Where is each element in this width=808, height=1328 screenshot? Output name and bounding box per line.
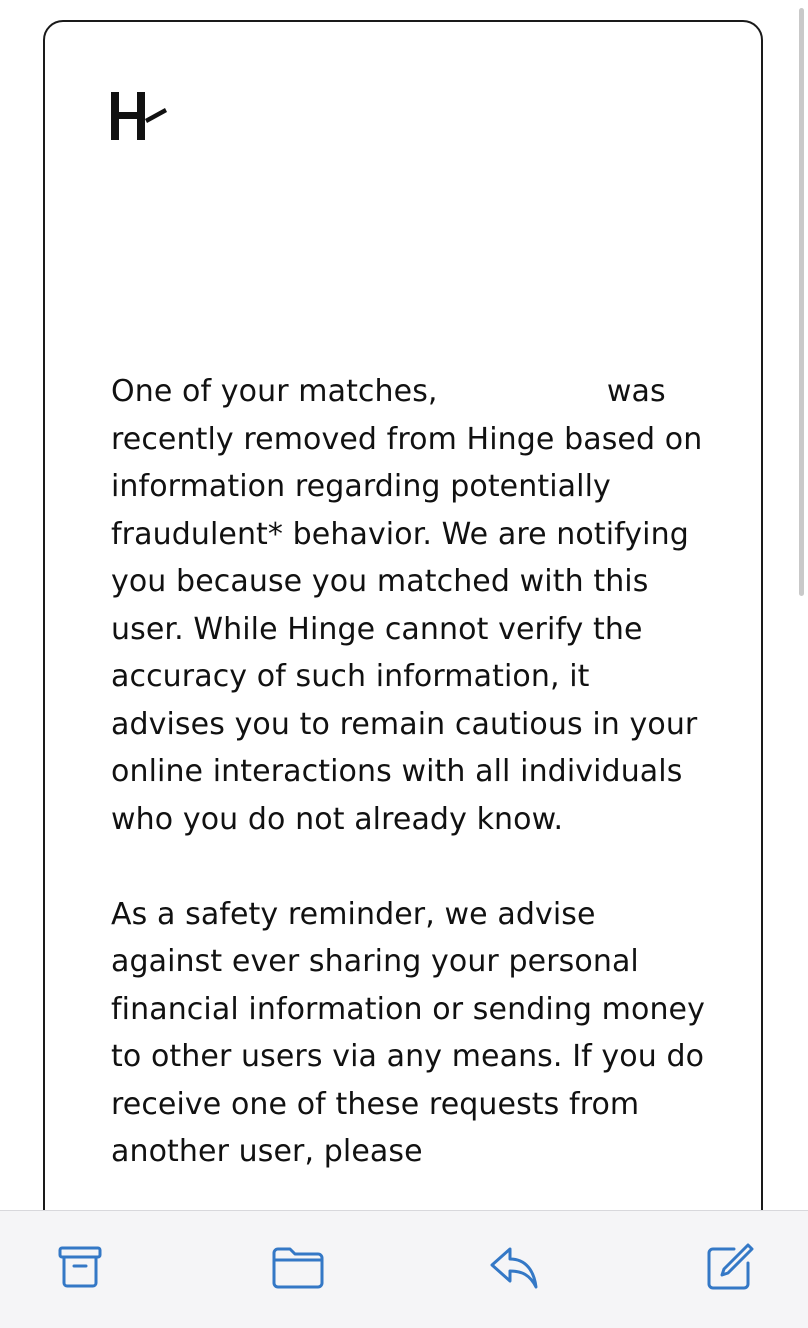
redacted-match-name (447, 378, 597, 408)
archive-button[interactable] (52, 1239, 108, 1295)
reply-icon (488, 1243, 540, 1291)
email-paragraph-1 (111, 368, 711, 843)
compose-button[interactable] (702, 1239, 758, 1295)
email-paragraph-2: As a safety reminder, we advise against ever sharing your personal financial information or sending money to other users via any means. If you do receive one of these requests from another user, please (111, 896, 705, 1169)
mail-bottom-toolbar (0, 1210, 808, 1328)
compose-icon (704, 1241, 756, 1293)
folder-icon (271, 1243, 325, 1291)
paragraph-1-before-name: One of your matches, (111, 374, 448, 409)
email-body (111, 368, 711, 1223)
email-message-card (43, 20, 763, 1280)
move-to-folder-button[interactable] (270, 1239, 326, 1295)
hinge-logo (109, 88, 169, 144)
paragraph-1-after-name: was recently removed from Hinge based on information regarding potentially fraudulent* behavior. We are notifying you because you matched with this user. While Hinge cannot verify the accuracy of such information, it advises you to remain cautious in your online interactions with all individuals who you do not already know. (111, 374, 703, 837)
scrollbar[interactable] (799, 8, 804, 596)
archive-icon (56, 1243, 104, 1291)
reply-button[interactable] (486, 1239, 542, 1295)
